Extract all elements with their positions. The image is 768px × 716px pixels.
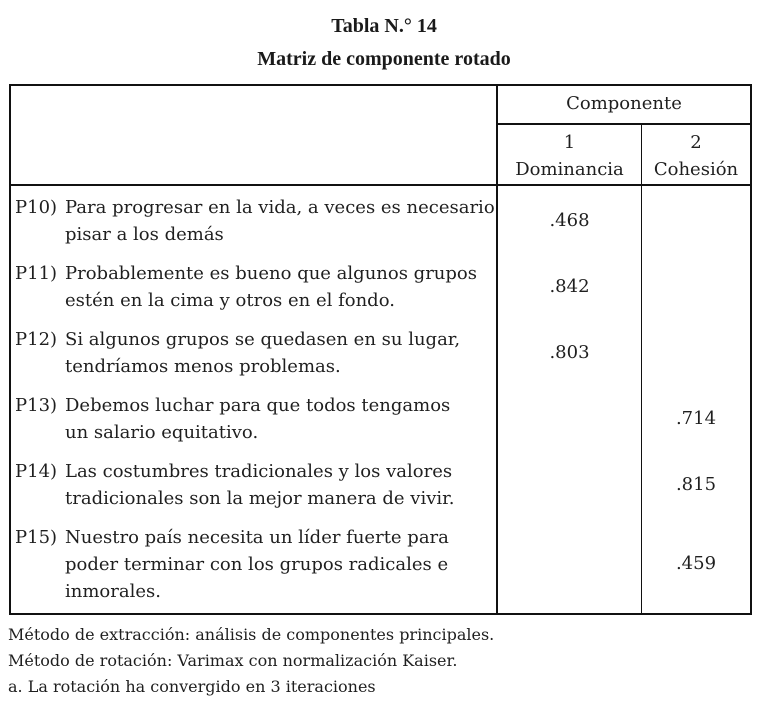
rotated-component-matrix-table <box>9 84 752 615</box>
row-code: P14) <box>15 461 58 482</box>
column-divider-components <box>641 125 642 613</box>
row-text: Las costumbres tradicionales y los valores tradicionales son la mejor manera de vivir. <box>65 461 455 509</box>
header-divider <box>11 184 750 186</box>
row-value-dominancia: .842 <box>549 276 590 297</box>
row-text: Para progresar en la vida, a veces es necesario pisar a los demás <box>65 197 495 245</box>
row-value-dominancia: .468 <box>549 210 590 231</box>
row-code: P13) <box>15 395 58 416</box>
footnote-convergence: a. La rotación ha convergido en 3 iteraciones <box>8 677 376 696</box>
row-code: P12) <box>15 329 58 350</box>
column-2-number: 2 <box>690 132 702 153</box>
footnote-extraction-method: Método de extracción: análisis de componentes principales. <box>8 625 495 644</box>
row-value-cohesion: .714 <box>675 408 717 429</box>
row-value-cohesion: .459 <box>675 553 717 574</box>
row-text: Si algunos grupos se quedasen en su lugar, tendríamos menos problemas. <box>65 329 461 377</box>
row-code: P15) <box>15 527 58 548</box>
row-value-dominancia: .803 <box>549 342 590 363</box>
footnote-rotation-method: Método de rotación: Varimax con normalización Kaiser. <box>8 651 458 670</box>
table-subtitle: Matriz de componente rotado <box>257 48 511 70</box>
row-text: Nuestro país necesita un líder fuerte para poder terminar con los grupos radicales e inmorales. <box>65 527 449 602</box>
table-title: Tabla N.° 14 <box>331 15 437 37</box>
row-value-cohesion: .815 <box>675 474 717 495</box>
column-1-number: 1 <box>563 132 576 153</box>
group-header-label: Componente <box>566 93 682 114</box>
row-code: P10) <box>15 197 58 218</box>
column-2-name: Cohesión <box>653 159 739 180</box>
row-text: Probablemente es bueno que algunos grupos estén en la cima y otros en el fondo. <box>65 263 477 311</box>
group-header-divider <box>497 123 750 125</box>
row-text: Debemos luchar para que todos tengamos un salario equitativo. <box>65 395 451 443</box>
column-1-name: Dominancia <box>515 159 624 180</box>
row-code: P11) <box>15 263 58 284</box>
